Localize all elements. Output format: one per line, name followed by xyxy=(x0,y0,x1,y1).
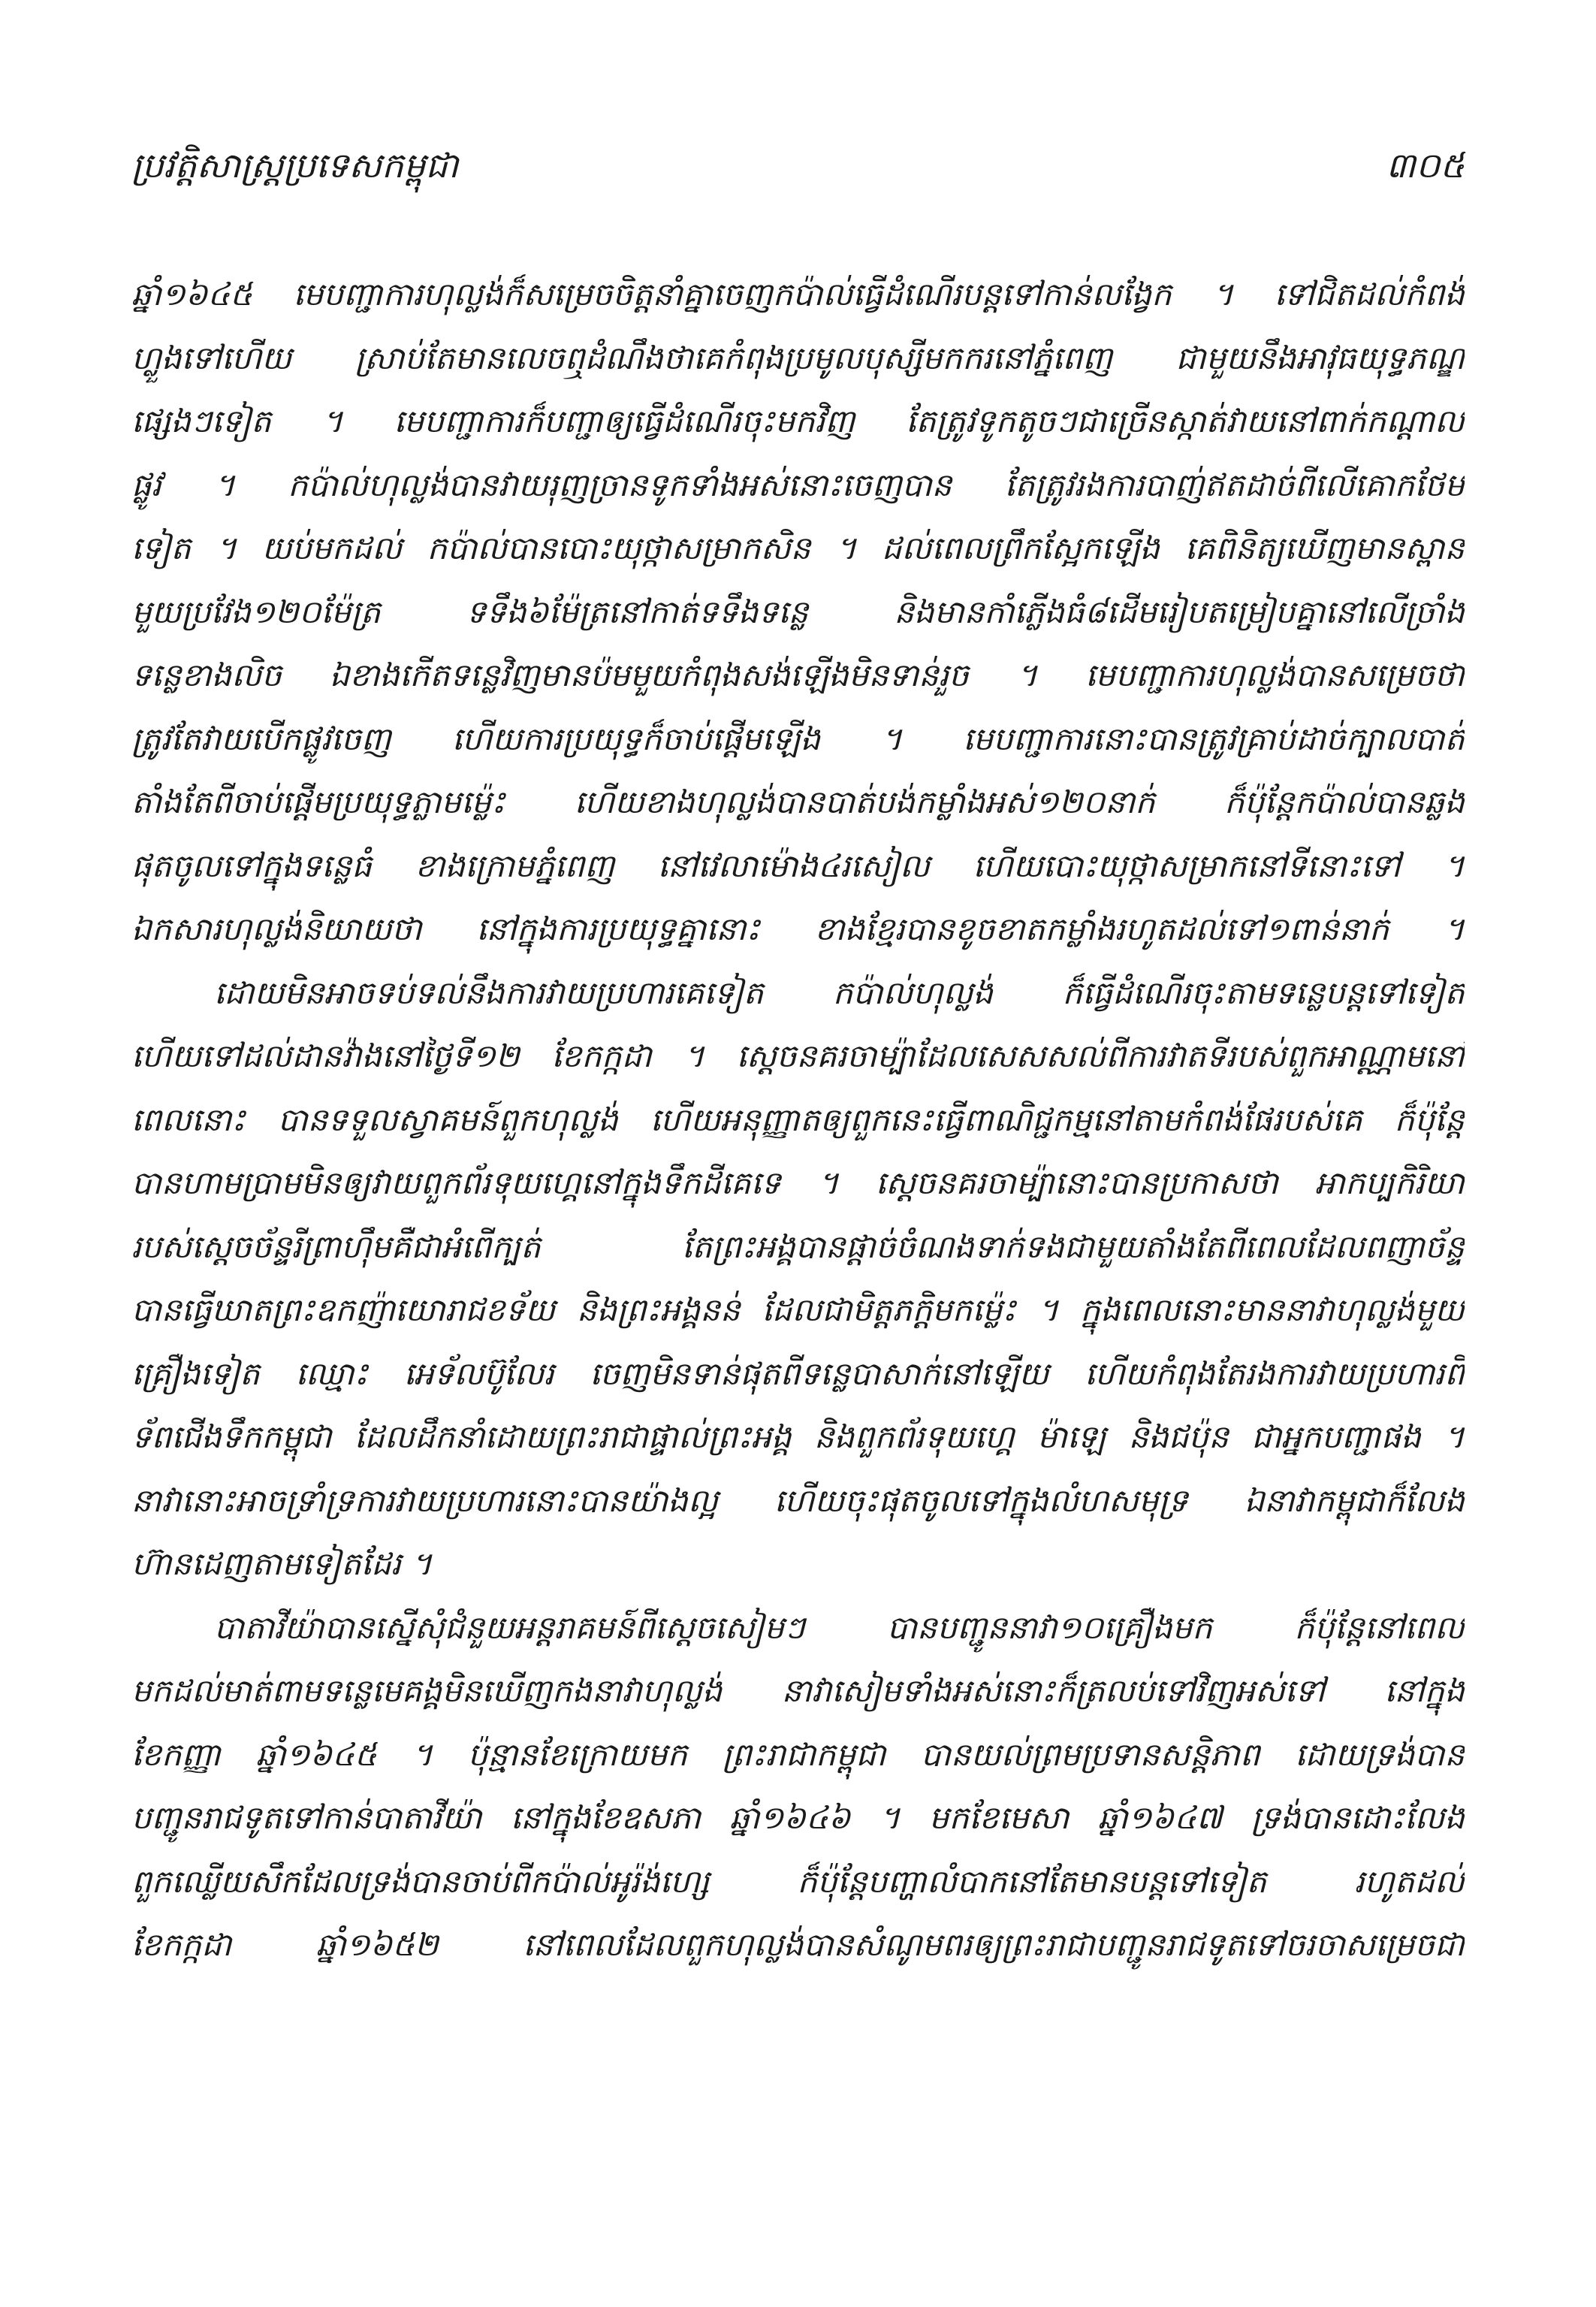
text-line: បានហាមប្រាមមិនឲ្យវាយពួកព័រទុយហ្គេនៅក្នុងទឹកដីគេទេ ។ ស្តេចនគរចាម្ប៉ានោះបានប្រកាសថា អាកប្បកិរិយា xyxy=(131,1164,1465,1201)
text-line: តាំងតែពីចាប់ផ្តើមប្រយុទ្ធភ្លាមម៉្លេះ ហើយខាងហុល្លង់បានបាត់បង់កម្លាំងអស់១២០នាក់ ក៏ប៉ុន្តែកប៉ាល់បានឆ្លង xyxy=(131,784,1465,820)
text-line: ហ៊ានដេញតាមទៀតដែរ ។ xyxy=(131,1545,433,1582)
text-line: ដោយមិនអាចទប់ទល់នឹងការវាយប្រហារគេទៀត កប៉ាល់ហុល្លង់ ក៏ធ្វើដំណើរចុះតាមទន្លេបន្តទៅទៀត xyxy=(214,974,1465,1011)
text-line: របស់ស្តេចច័ន្ទរីព្រាហ៊ឹមគឺជាអំពើក្បត់ តែព្រះអង្គបានផ្តាច់ចំណងទាក់ទងជាមួយតាំងតែពីពេលដែលពញាច័ន្ទ xyxy=(131,1227,1465,1265)
text-line: ទ័ពជើងទឹកកម្ពុជា ដែលដឹកនាំដោយព្រះរាជាផ្ទាល់ព្រះអង្គ និងពួកព័រទុយហ្គេ ម៉ាឡេ និងជប៉ុន ជាអ្នកបញ្ជាផង ។ xyxy=(131,1418,1465,1455)
text-line: គ្រឿងទៀត ឈ្មោះ អេទ័លប៊ូលែរ ចេញមិនទាន់ផុតពីទន្លេបាសាក់នៅឡើយ ហើយកំពុងតែរងការវាយប្រហារពី xyxy=(131,1354,1465,1392)
text-line: នាវានោះអាចទ្រាំទ្រការវាយប្រហារនោះបានយ៉ាងល្អ ហើយចុះផុតចូលទៅក្នុងលំហសមុទ្រ ឯនាវាកម្ពុជាក៏លែង xyxy=(131,1481,1465,1519)
text-line: ផុតចូលទៅក្នុងទន្លេធំ ខាងក្រោមភ្នំពេញ នៅវេលាម៉ោង៤រសៀល ហើយបោះយុថ្កាសម្រាកនៅទីនោះទៅ ។ xyxy=(131,847,1465,884)
text-line: ហ្លួងទៅហើយ ស្រាប់តែមានលេចឮដំណឹងថាគេកំពុងប្រមូលបុស្សីមកករនៅភ្នំពេញ ជាមួយនឹងអាវុធយុទ្ធភណ្ឌ xyxy=(131,339,1465,376)
page-number: ៣០៥ xyxy=(1386,145,1465,186)
paragraph-2 xyxy=(131,962,1465,1596)
text-line: ទន្លេខាងលិច ឯខាងកើតទន្លេវិញមានប៉មមួយកំពុងសង់ឡើងមិនទាន់រួច ។ មេបញ្ជាការហុល្លង់បានសម្រេចថា xyxy=(131,657,1465,693)
text-line: ផ្សេងៗទៀត ។ មេបញ្ជាការក៏បញ្ជាឲ្យធ្វើដំណើរចុះមកវិញ តែត្រូវទូកតូចៗជាច្រើនស្កាត់វាយនៅពាក់កណ្តាល xyxy=(131,403,1465,439)
text-line: ផ្លូវ ។ កប៉ាល់ហុល្លង់បានវាយរុញច្រានទូកទាំងអស់នោះចេញបាន តែត្រូវរងការបាញ់ឥតដាច់ពីលើគោកថែម xyxy=(131,466,1465,503)
body-text xyxy=(131,263,1465,1977)
text-line: ទៀត ។ យប់មកដល់ កប៉ាល់បានបោះយុថ្កាសម្រាកសិន ។ ដល់ពេលព្រឹកស្អែកឡើង គេពិនិត្យឃើញមានស្ពាន xyxy=(131,530,1465,566)
paragraph-3 xyxy=(131,1596,1465,1977)
text-line: ខែកញ្ញា ឆ្នាំ១៦៤៥ ។ ប៉ុន្មានខែក្រោយមក ព្រះរាជាកម្ពុជា បានយល់ព្រមប្រទានសន្តិភាព ដោយទ្រង់បាន xyxy=(131,1735,1465,1773)
text-line: បានធ្វើឃាតព្រះឧកញ៉ាយោរាជខទ័យ និងព្រះអង្គនន់ ដែលជាមិត្តភក្តិមកម៉្លេះ ។ ក្នុងពេលនោះមាននាវាហុល្លង់មួយ xyxy=(131,1291,1465,1328)
text-line: ខែកក្កដា ឆ្នាំ១៦៥២ នៅពេលដែលពួកហុល្លង់បានសំណូមពរឲ្យព្រះរាជាបញ្ជូនរាជទូតទៅចរចាសម្រេចជា xyxy=(131,1926,1465,1963)
text-line: ត្រូវតែវាយបើកផ្លូវចេញ ហើយការប្រយុទ្ធក៏ចាប់ផ្តើមឡើង ។ មេបញ្ជាការនោះបានត្រូវគ្រាប់ដាច់ក្បាលបាត់ xyxy=(131,720,1465,757)
text-line: បញ្ជូនរាជទូតទៅកាន់បាតាវីយ៉ា នៅក្នុងខែឧសភា ឆ្នាំ១៦៤៦ ។ មកខែមេសា ឆ្នាំ១៦៤៧ ទ្រង់បានដោះលែង xyxy=(131,1799,1465,1836)
running-header xyxy=(131,131,1465,199)
running-title: ប្រវត្តិសាស្ត្រប្រទេសកម្ពុជា xyxy=(131,145,459,186)
text-line: ហើយទៅដល់ដានវ៉ាងនៅថ្ងៃទី១២ ខែកក្កដា ។ ស្តេចនគរចាម្ប៉ាដែលសេសសល់ពីការវាតទីរបស់ពួកអាណ្ណាមនៅ xyxy=(131,1037,1465,1074)
text-line: មួយប្រវែង១២០ម៉ែត្រ ទទឹង៦ម៉ែត្រនៅកាត់ទទឹងទន្លេ និងមានកាំភ្លើងធំ៨ដើមរៀបតម្រៀបគ្នានៅលើច្រាំង xyxy=(131,593,1465,630)
paragraph-1 xyxy=(131,263,1465,962)
text-line: ពួកឈ្លើយសឹកដែលទ្រង់បានចាប់ពីកប៉ាល់អូរ៉ង់ហ្សេ ក៏ប៉ុន្តែបញ្ហាលំបាកនៅតែមានបន្តទៅទៀត រហូតដល់ xyxy=(131,1862,1465,1900)
text-line: មកដល់មាត់ពាមទន្លេមេគង្គមិនឃើញកងនាវាហុល្លង់ នាវាសៀមទាំងអស់នោះក៏ត្រលប់ទៅវិញអស់ទៅ នៅក្នុង xyxy=(131,1672,1465,1709)
text-line: ឆ្នាំ១៦៤៥ មេបញ្ជាការហុល្លង់ក៏សម្រេចចិត្តនាំគ្នាចេញកប៉ាល់ធ្វើដំណើរបន្តទៅកាន់លង្វែក ។ ទៅជិតដល់កំពង់ xyxy=(131,276,1465,313)
text-line: បាតាវីយ៉ាបានស្នើសុំជំនួយអន្តរាគមន៍ពីស្តេចសៀមៗ បានបញ្ជូននាវា១០គ្រឿងមក ក៏ប៉ុន្តែនៅពេល xyxy=(214,1608,1465,1646)
text-line: ពេលនោះ បានទទួលស្វាគមន៍ពួកហុល្លង់ ហើយអនុញ្ញាតឲ្យពួកនេះធ្វើពាណិជ្ជកម្មនៅតាមកំពង់ផែរបស់គេ ក៏ប៉ុន្តែ xyxy=(131,1101,1465,1138)
text-line: ឯកសារហុល្លង់និយាយថា នៅក្នុងការប្រយុទ្ធគ្នានោះ ខាងខ្មែរបានខូចខាតកម្លាំងរហូតដល់ទៅ១ពាន់នាក់ ។ xyxy=(131,910,1465,947)
